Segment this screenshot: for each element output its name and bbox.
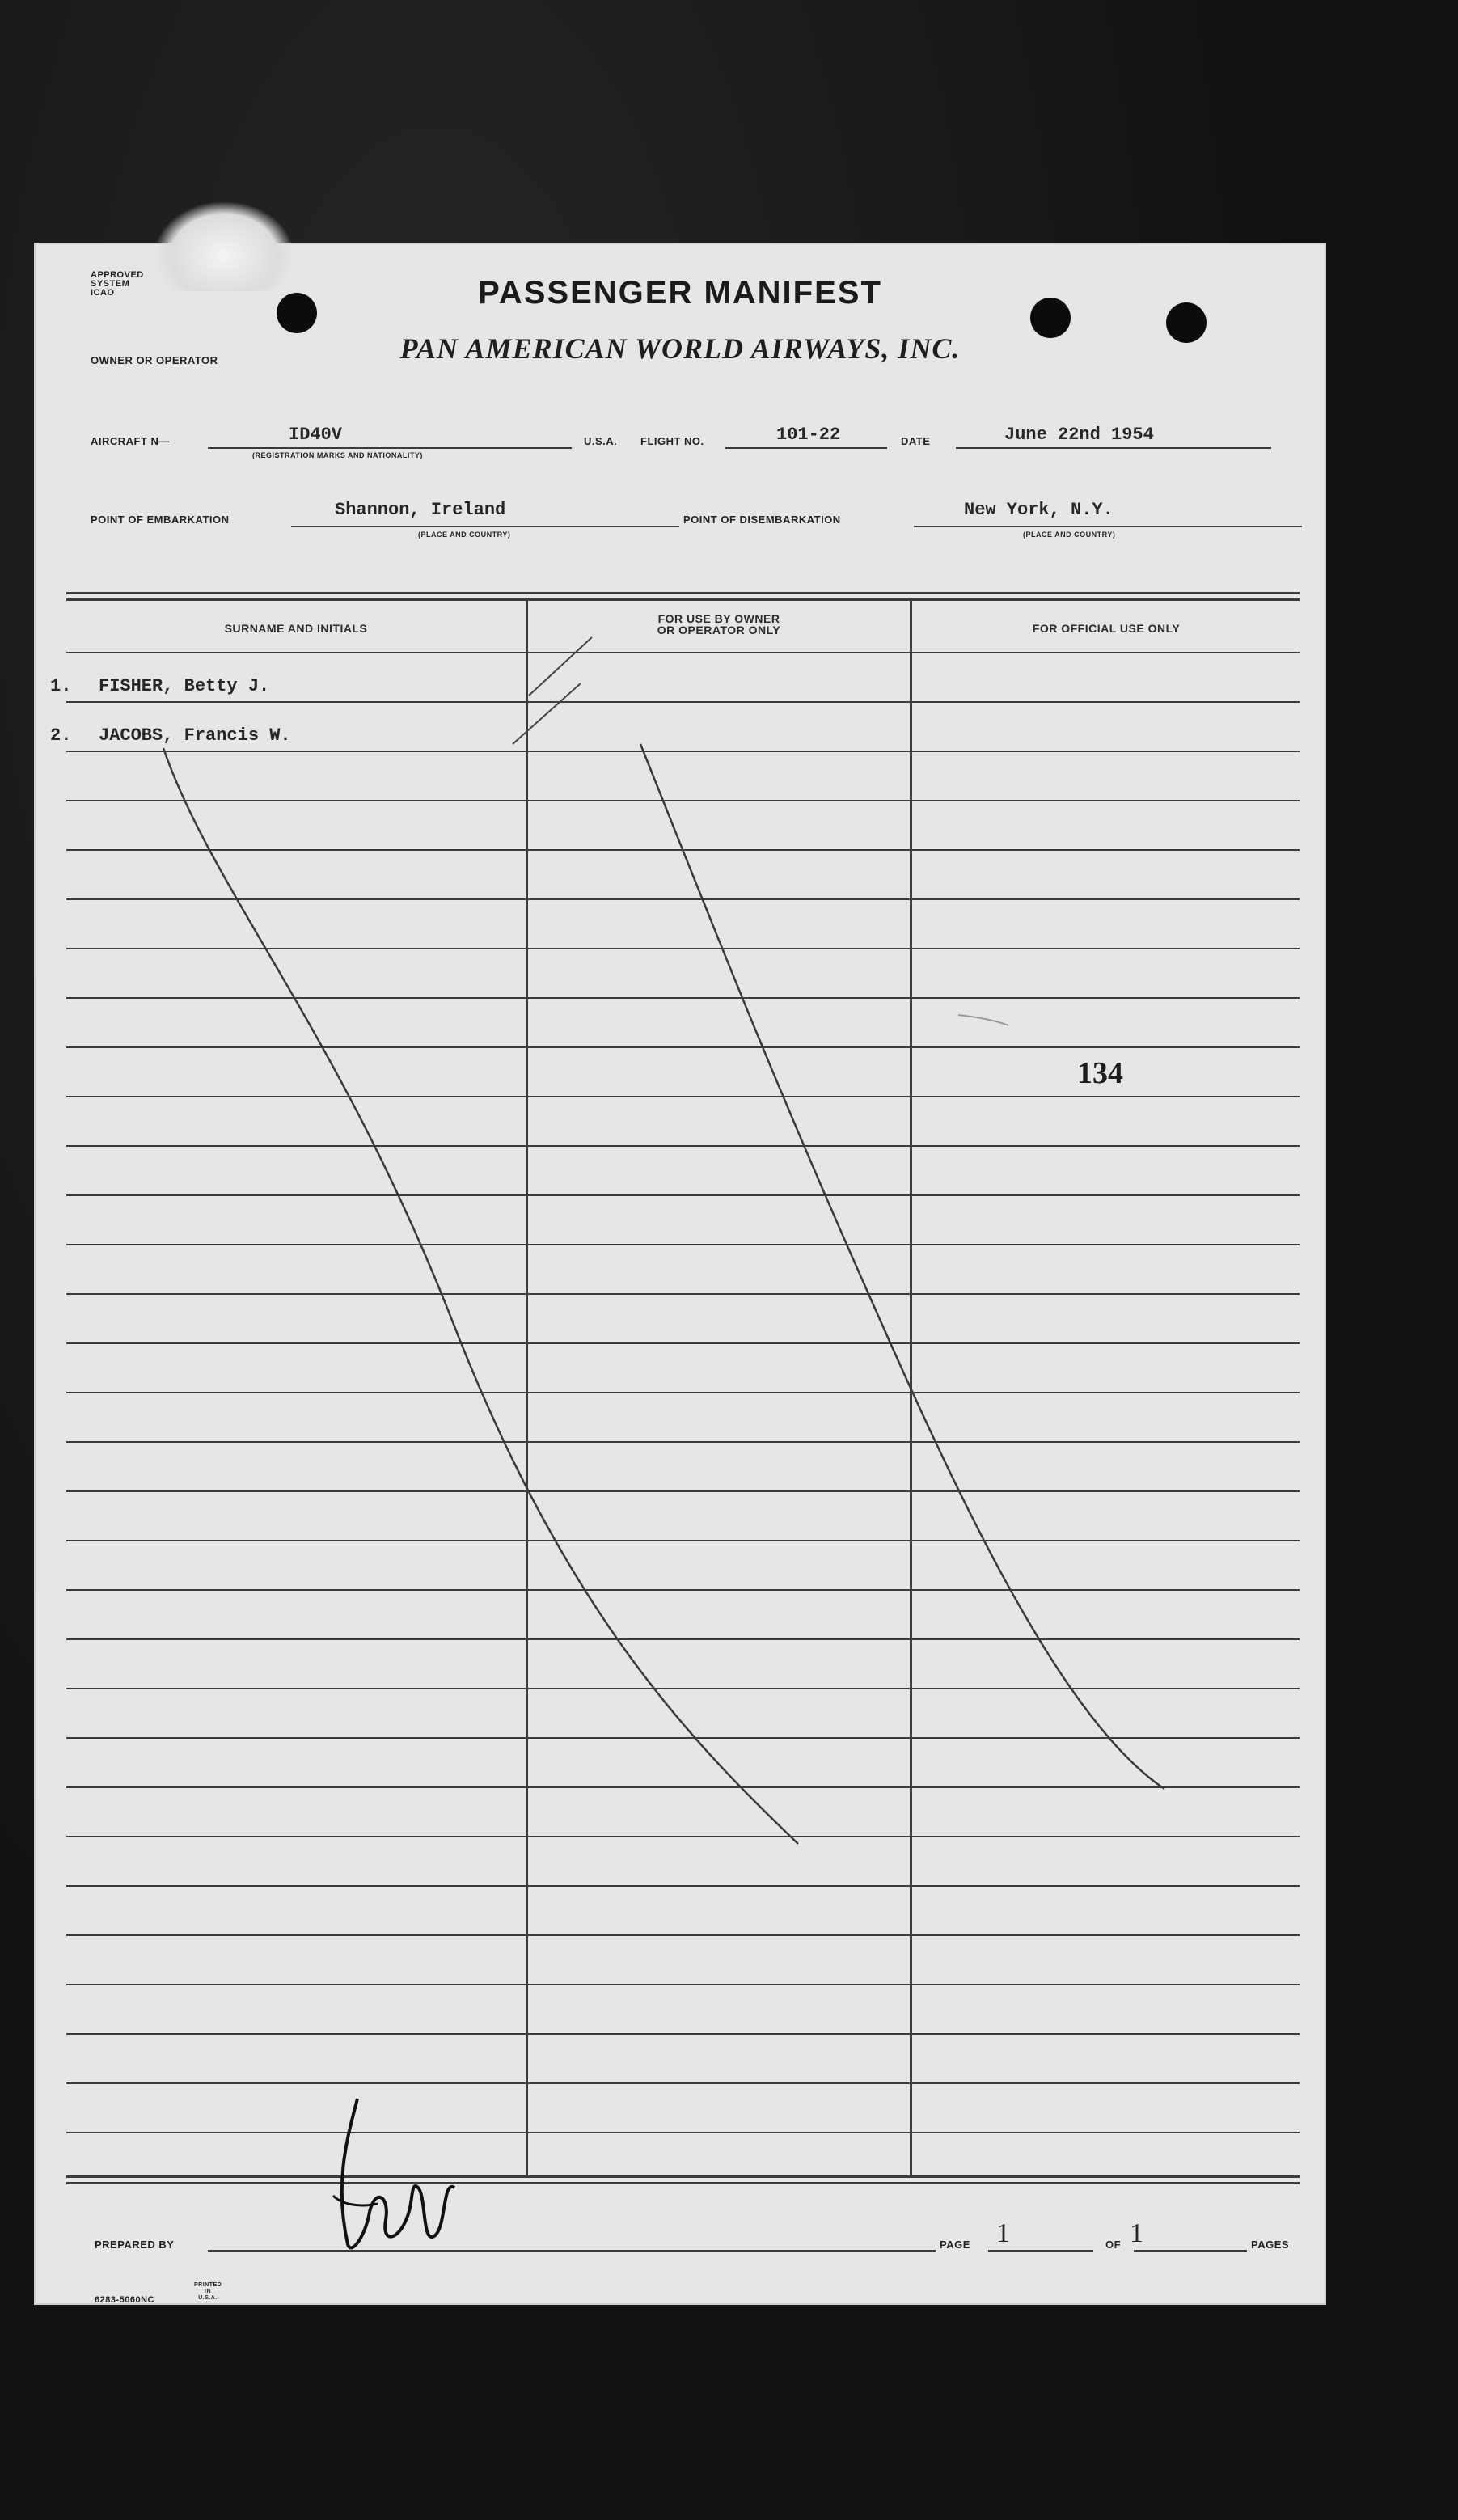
embarkation-label: POINT OF EMBARKATION: [91, 514, 230, 526]
of-underline: [1134, 2250, 1247, 2252]
column-header-official: FOR OFFICIAL USE ONLY: [1032, 622, 1181, 635]
page-value: 1: [996, 2218, 1010, 2248]
of-value: 1: [1130, 2218, 1143, 2248]
check-mark-2: [513, 683, 581, 744]
form-title: PASSENGER MANIFEST: [478, 275, 882, 311]
strike-through-marks: [34, 243, 1326, 2305]
registration-note: (REGISTRATION MARKS AND NATIONALITY): [252, 451, 423, 459]
country-label: U.S.A.: [584, 435, 618, 447]
passenger-2-number: 2.: [50, 725, 72, 746]
date-value: June 22nd 1954: [1004, 425, 1154, 445]
table-bottom-border: [66, 2175, 1300, 2178]
aircraft-label: AIRCRAFT N—: [91, 435, 170, 447]
strike-line-owner: [640, 744, 1164, 1789]
column-header-owner-line1: FOR USE BY OWNER: [657, 612, 780, 625]
embarkation-value: Shannon, Ireland: [335, 500, 506, 520]
official-number: 134: [1077, 1056, 1123, 1090]
manifest-sheet: [34, 243, 1326, 2305]
table-bottom-border: [66, 2182, 1300, 2184]
approved-stamp: APPROVED SYSTEM ICAO: [91, 270, 144, 298]
owner-label: OWNER OR OPERATOR: [91, 354, 218, 366]
disembarkation-label: POINT OF DISEMBARKATION: [683, 514, 841, 526]
printed-note: PRINTED IN U.S.A.: [194, 2282, 222, 2301]
date-label: DATE: [901, 435, 931, 447]
strike-line-names: [163, 748, 798, 1844]
faint-mark: [958, 1015, 1008, 1025]
passenger-1-name: FISHER, Betty J.: [99, 676, 270, 696]
form-code: 6283-5060NC: [95, 2295, 154, 2305]
passenger-1-number: 1.: [50, 676, 72, 696]
column-header-surname: SURNAME AND INITIALS: [224, 622, 368, 635]
disembarkation-note: (PLACE AND COUNTRY): [1023, 531, 1116, 539]
preparer-signature: [301, 2082, 479, 2268]
of-label: OF: [1105, 2239, 1122, 2251]
page-underline: [988, 2250, 1093, 2252]
embarkation-note: (PLACE AND COUNTRY): [418, 531, 511, 539]
disembarkation-value: New York, N.Y.: [964, 500, 1114, 520]
flight-label: FLIGHT NO.: [640, 435, 704, 447]
prepared-by-label: PREPARED BY: [95, 2239, 175, 2251]
column-header-owner-line2: OR OPERATOR ONLY: [657, 624, 781, 636]
pages-label: PAGES: [1251, 2239, 1290, 2251]
operator-name: PAN AMERICAN WORLD AIRWAYS, INC.: [399, 332, 961, 365]
aircraft-value: ID40V: [289, 425, 343, 445]
page-label: PAGE: [940, 2239, 970, 2251]
check-mark-1: [529, 637, 592, 696]
flight-value: 101-22: [776, 425, 841, 445]
passenger-2-name: JACOBS, Francis W.: [99, 725, 291, 746]
